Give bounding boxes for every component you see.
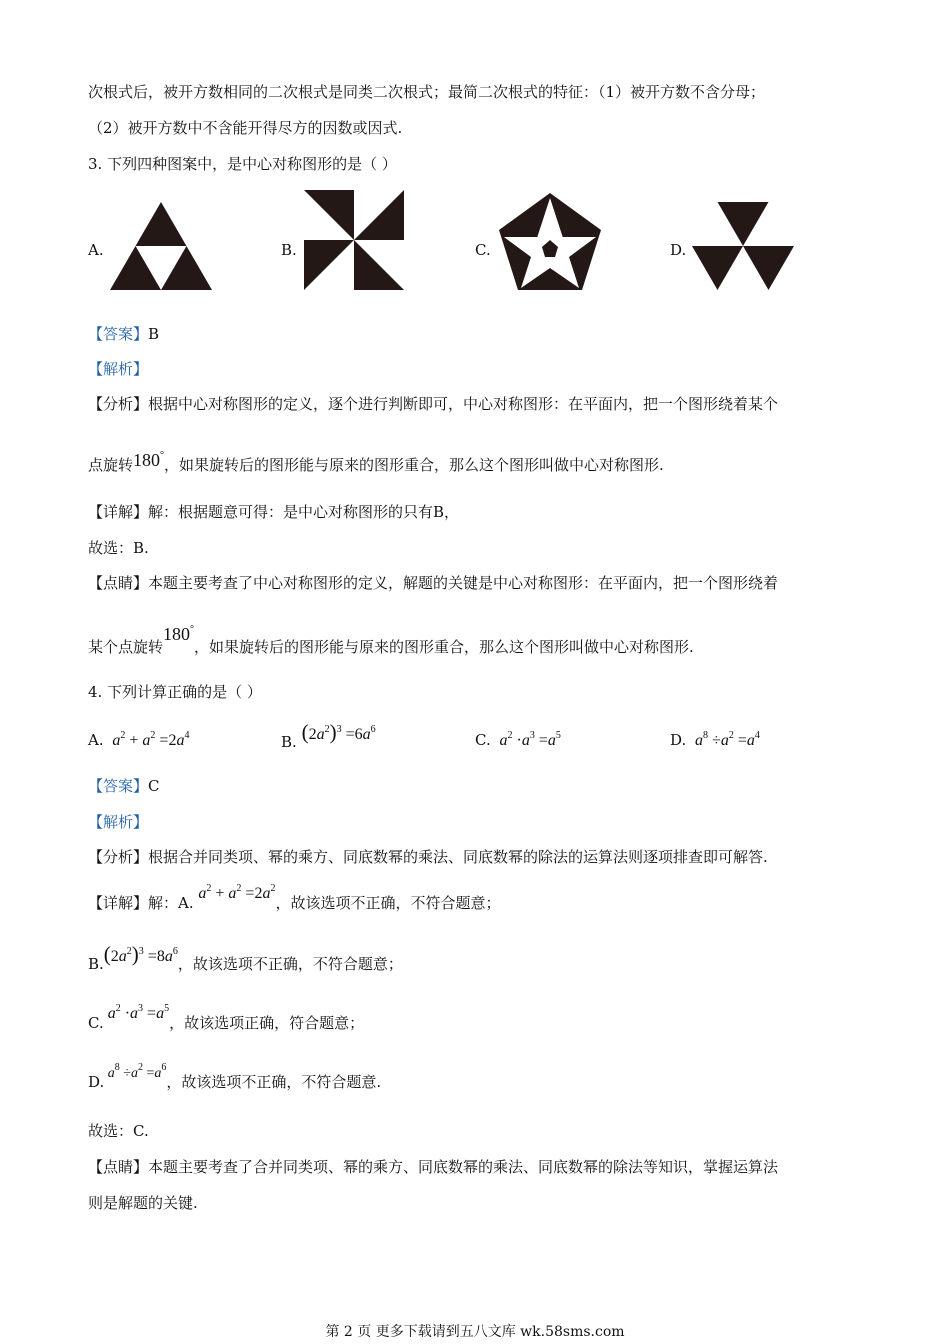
q3-angle-1 <box>133 450 164 470</box>
q4-analysis-tag: 【解析】 <box>88 813 149 831</box>
q3-guxuan: 故选：B. <box>88 539 149 557</box>
q3-figure-c <box>496 190 604 294</box>
q4-option-a <box>88 730 189 751</box>
q4-option-d <box>670 730 760 751</box>
q4-detail-b <box>88 942 403 975</box>
q4-answer <box>88 776 160 796</box>
q4-option-b-formula: $(2a^2)^3 =6a^6$ <box>301 720 376 744</box>
q4-dianjing-line-1 <box>88 1157 778 1177</box>
q4-detail-c-label: C. <box>88 1014 104 1032</box>
q4-option-c <box>475 730 561 751</box>
q4-option-c-label: C. <box>475 731 491 749</box>
q3-option-d-label: D. <box>670 241 687 259</box>
q3-option-a-label: A. <box>88 241 104 259</box>
q3-xiangjie-text: 解：根据题意可得：是中心对称图形的只有B， <box>148 503 460 521</box>
q4-option-a-label: A. <box>88 731 104 749</box>
q3-angle-2-degree: ° <box>190 624 195 635</box>
q4-detail-d <box>88 1062 382 1094</box>
q3-figure-d <box>690 200 796 292</box>
q4-dianjing-line-2: 则是解题的关键. <box>88 1194 198 1212</box>
q4-dianjing-tag: 【点睛】 <box>88 1158 149 1176</box>
q3-angle-1-degree: ° <box>160 450 165 461</box>
q3-fenxi-text-2a: 点旋转 <box>88 456 134 474</box>
q4-detail-c-formula: $a^2 \cdot a^3 =a^5$ <box>107 1003 170 1022</box>
q4-detail-a-formula: $a^2 + a^2 =2a^2$ <box>198 883 276 902</box>
q4-detail-a-note: ，故该选项不正确，不符合题意； <box>275 894 501 912</box>
q3-fenxi-text-1: 根据中心对称图形的定义，逐个进行判断即可，中心对称图形：在平面内，把一个图形绕着某个 <box>148 395 779 413</box>
q4-option-a-formula: $a^2 + a^2 =2a^4$ <box>112 730 190 749</box>
q3-stem: 3. 下列四种图案中，是中心对称图形的是（ ） <box>88 155 397 173</box>
q3-angle-2-value: 180 <box>163 624 191 644</box>
q4-guxuan: 故选：C. <box>88 1122 149 1140</box>
intro-line-1: 次根式后，被开方数相同的二次根式是同类二次根式；最简二次根式的特征：（1）被开方数不含分母； <box>88 83 766 101</box>
q4-detail-b-formula: $(2a^2)^3 =8a^6$ <box>103 942 178 966</box>
q4-detail-a <box>88 883 501 914</box>
q3-answer-tag: 【答案】 <box>88 325 149 343</box>
q4-detail-b-note: ，故该选项不正确，不符合题意； <box>177 955 403 973</box>
q4-option-b-label: B. <box>281 733 297 751</box>
q4-detail-c <box>88 1003 365 1034</box>
q3-dianjing-line-1 <box>88 573 778 593</box>
q3-analysis-tag: 【解析】 <box>88 360 149 378</box>
q4-detail-c-note: ，故该选项正确，符合题意； <box>169 1014 365 1032</box>
q3-xiangjie <box>88 502 459 522</box>
q3-option-b-label: B. <box>281 241 297 259</box>
intro-line-2: （2）被开方数中不含能开得尽方的因数或因式. <box>88 119 403 137</box>
q3-dianjing-tag: 【点睛】 <box>88 574 149 592</box>
page-footer: 第 2 页 更多下载请到五八文库 wk.58sms.com <box>325 1324 625 1340</box>
q3-answer-value: B <box>148 325 160 343</box>
q3-figure-b <box>302 188 406 292</box>
q4-detail-b-label: B. <box>88 955 104 973</box>
q4-xiangjie-tag: 【详解】 <box>88 894 149 912</box>
q4-option-b <box>281 720 376 753</box>
q3-dianjing-text-1: 本题主要考查了中心对称图形的定义，解题的关键是中心对称图形：在平面内，把一个图形绕着 <box>148 574 779 592</box>
q4-xiangjie-prefix: 解：A. <box>148 894 199 912</box>
q4-stem: 4. 下列计算正确的是（ ） <box>88 683 262 701</box>
q3-option-c-label: C. <box>475 241 491 259</box>
q3-dianjing-text-2a: 某个点旋转 <box>88 638 164 656</box>
q4-fenxi <box>88 847 768 867</box>
q4-dianjing-text-1: 本题主要考查了合并同类项、幂的乘方、同底数幂的乘法、同底数幂的除法等知识，掌握运算法 <box>148 1158 779 1176</box>
q3-xiangjie-tag: 【详解】 <box>88 503 149 521</box>
q4-fenxi-tag: 【分析】 <box>88 848 149 866</box>
q3-dianjing-line-2 <box>88 624 694 657</box>
q4-option-c-formula: $a^2 \cdot a^3 =a^5$ <box>499 730 561 749</box>
q3-angle-1-value: 180 <box>133 450 161 470</box>
q4-detail-d-note: ，故该选项不正确，不符合题意. <box>166 1073 382 1091</box>
q4-option-d-formula: $a^8 \div a^2 =a^4$ <box>695 730 760 749</box>
q4-detail-d-label: D. <box>88 1073 105 1091</box>
q4-detail-d-formula: $a^8 \div a^2 =a^6$ <box>107 1062 167 1081</box>
q3-answer <box>88 324 159 344</box>
q4-option-d-label: D. <box>670 731 687 749</box>
q4-answer-value: C <box>148 777 160 795</box>
q4-answer-tag: 【答案】 <box>88 777 149 795</box>
q3-fenxi-tag: 【分析】 <box>88 395 149 413</box>
q3-fenxi-line-1 <box>88 394 778 414</box>
q4-fenxi-text: 根据合并同类项、幂的乘方、同底数幂的乘法、同底数幂的除法的运算法则逐项排查即可解答. <box>148 848 768 866</box>
q3-fenxi-line-2 <box>88 450 664 475</box>
q3-figure-a <box>108 200 214 292</box>
q3-dianjing-text-2b: ，如果旋转后的图形能与原来的图形重合，那么这个图形叫做中心对称图形. <box>194 638 694 656</box>
q3-fenxi-text-2b: ，如果旋转后的图形能与原来的图形重合，那么这个图形叫做中心对称图形. <box>164 456 664 474</box>
q3-angle-2 <box>163 624 194 644</box>
